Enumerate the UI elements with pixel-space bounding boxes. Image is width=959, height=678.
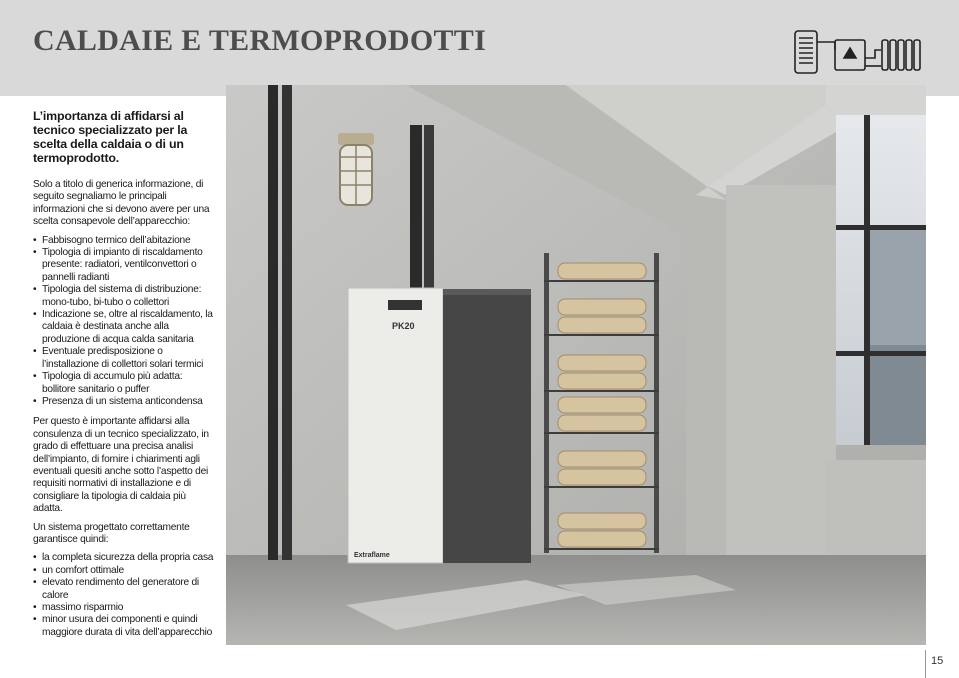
list-item: • Tipologia di impianto di riscaldamento presente: radiatori, ventilconvettori o pannelli radianti (33, 247, 215, 284)
intro-heading: L’importanza di affidarsi al tecnico specializzato per la scelta della caldaia o di un termoprodotto. (33, 109, 188, 165)
list-item: • massimo risparmio (33, 602, 215, 614)
boiler-brand-label: Extraflame (354, 552, 390, 559)
boiler-radiator-diagram-icon (792, 28, 928, 78)
system-paragraph: Un sistema progettato correttamente garantisce quindi: (33, 521, 190, 545)
page-title: CALDAIE E TERMOPRODOTTI (33, 24, 487, 57)
page-header (0, 0, 959, 96)
list-item: • la completa sicurezza della propria casa (33, 552, 215, 564)
boiler-room-photo (226, 85, 926, 645)
list-item: • Fabbisogno termico dell’abitazione (33, 235, 215, 247)
list-item: • minor usura dei componenti e quindi maggiore durata di vita dell’apparecchio (33, 614, 215, 639)
boiler-model-label: PK20 (392, 321, 415, 331)
consult-paragraph: Per questo è importante affidarsi alla consulenza di un tecnico specializzato, in grado di effettuare una precisa analisi dell’impianto, di fornire i chiarimenti agli eventuali quesiti anche sotto l’aspetto dei requisiti normativi di installazione e di consigliare la tipologia di caldaia più adatta. (33, 416, 209, 515)
list-item: • elevato rendimento del generatore di calore (33, 577, 215, 602)
list-item: • Tipologia di accumulo più adatta: bollitore sanitario o puffer (33, 371, 215, 396)
page-number: 15 (931, 655, 944, 667)
list-item: • Tipologia del sistema di distribuzione: mono-tubo, bi-tubo o collettori (33, 284, 215, 309)
text-column (33, 109, 215, 647)
list-item: • Eventuale predisposizione o l’installazione di collettori solari termici (33, 346, 215, 371)
list-item: • un comfort ottimale (33, 565, 215, 577)
benefits-list (33, 552, 215, 639)
page-number-divider (925, 650, 926, 678)
info-list (33, 235, 215, 409)
list-item: • Indicazione se, oltre al riscaldamento, la caldaia è destinata anche alla produzione di acqua calda sanitaria (33, 309, 215, 346)
list-item: • Presenza di un sistema anticondensa (33, 396, 215, 408)
intro-paragraph: Solo a titolo di generica informazione, di seguito segnaliamo le principali informazioni che si devono avere per una scelta consapevole dell’apparecchio: (33, 179, 210, 228)
